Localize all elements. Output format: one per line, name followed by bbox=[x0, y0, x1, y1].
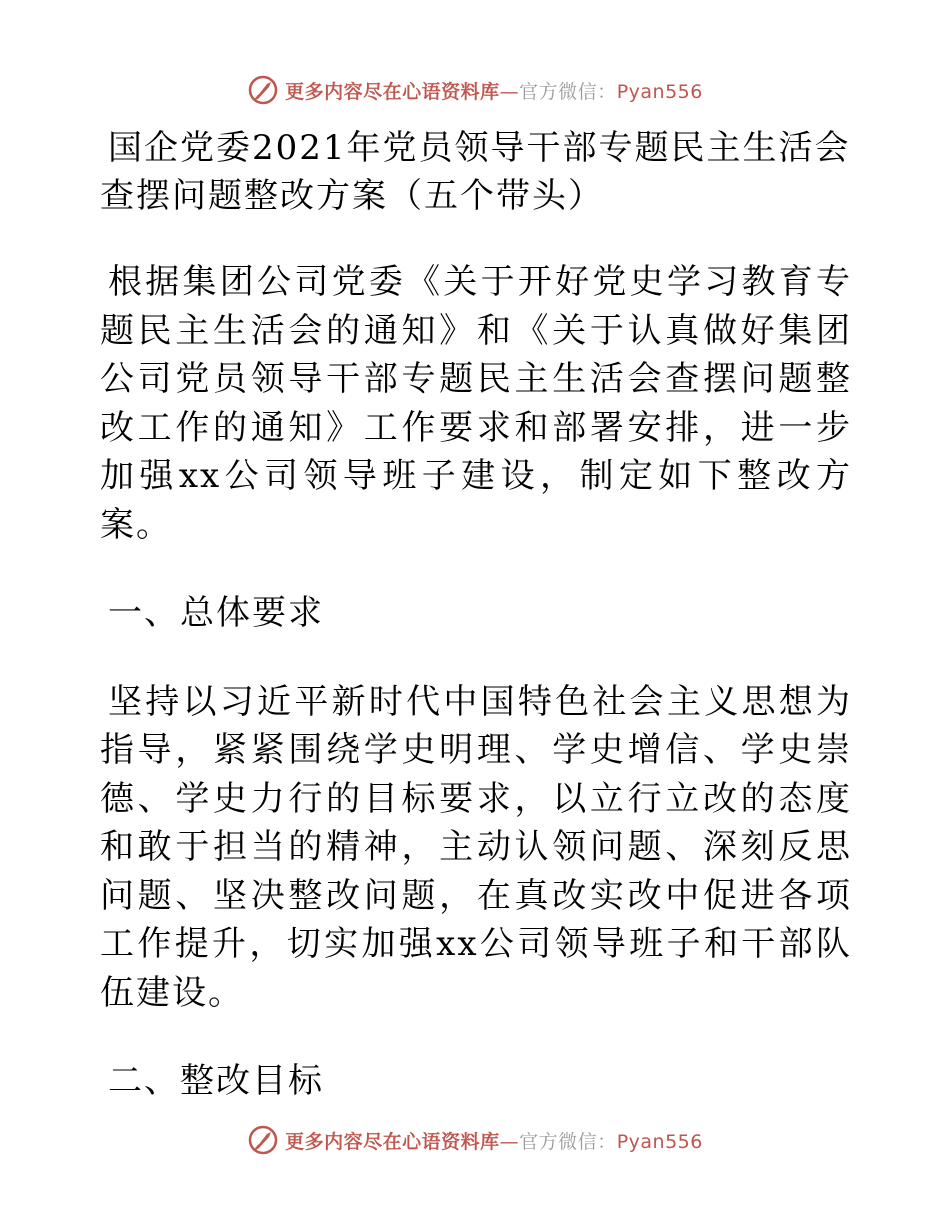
quill-logo-icon bbox=[247, 74, 279, 106]
section-heading-rectification-goals: 二、整改目标 bbox=[108, 1061, 324, 1101]
document-body bbox=[100, 124, 852, 1106]
banner-wechat-label: 官方微信： bbox=[519, 80, 617, 103]
banner-dash: — bbox=[499, 80, 520, 103]
banner-wechat-label: 官方微信： bbox=[519, 1130, 617, 1153]
document-title: 国企党委2021年党员领导干部专题民主生活会查摆问题整改方案（五个带头） bbox=[100, 128, 851, 216]
banner-brand: 更多内容尽在心语资料库 bbox=[285, 1130, 500, 1153]
banner-text bbox=[285, 77, 703, 104]
header-banner bbox=[0, 70, 950, 110]
section-body-general-requirements: 坚持以习近平新时代中国特色社会主义思想为指导，紧紧围绕学史明理、学史增信、学史崇德、学史力行的目标要求，以立行立改的态度和敢于担当的精神，主动认领问题、深刻反思问题、坚决整改问题，在真改实改中促进各项工作提升，切实加强xx公司领导班子和干部队伍建设。 bbox=[100, 681, 852, 1013]
banner-dash: — bbox=[499, 1130, 520, 1153]
section-heading-general-requirements: 一、总体要求 bbox=[108, 593, 324, 633]
banner-text bbox=[285, 1127, 703, 1154]
intro-paragraph: 根据集团公司党委《关于开好党史学习教育专题民主生活会的通知》和《关于认真做好集团公司党员领导干部专题民主生活会查摆问题整改工作的通知》工作要求和部署安排，进一步加强xx公司领导班子建设，制定如下整改方案。 bbox=[100, 262, 852, 545]
footer-banner bbox=[0, 1120, 950, 1160]
banner-brand: 更多内容尽在心语资料库 bbox=[285, 80, 500, 103]
quill-logo-icon bbox=[247, 1124, 279, 1156]
banner-wechat-id: Pyan556 bbox=[616, 1130, 703, 1153]
banner-wechat-id: Pyan556 bbox=[616, 80, 703, 103]
